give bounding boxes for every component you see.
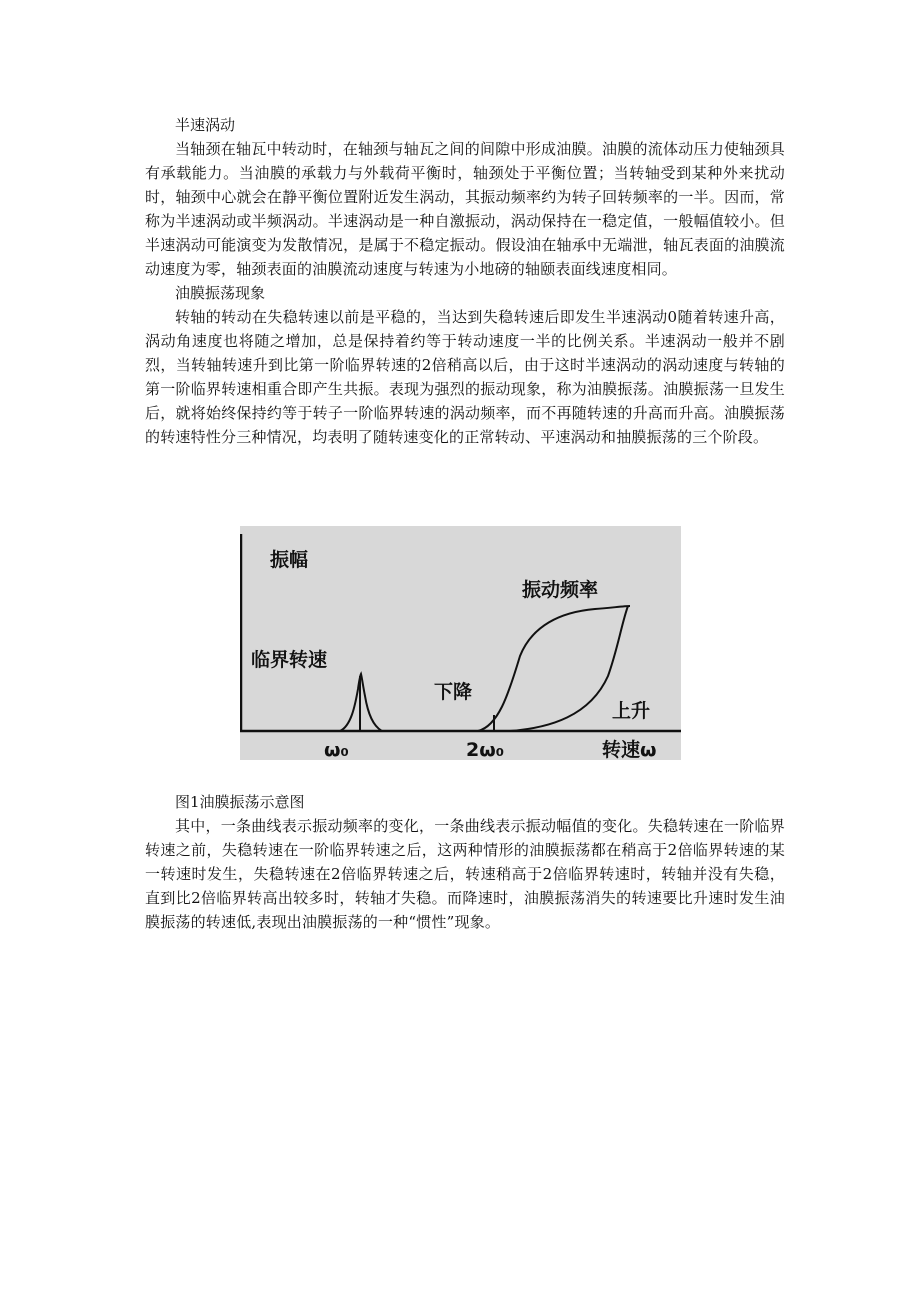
label-descend: 下降 xyxy=(434,681,473,703)
label-amplitude: 振幅 xyxy=(270,549,309,571)
tick-omega-zero: ω₀ xyxy=(324,739,349,760)
label-critical-speed: 临界转速 xyxy=(251,649,328,671)
label-rotation-speed: 转速ω xyxy=(602,739,657,760)
paragraph-explanation: 其中，一条曲线表示振动频率的变化，一条曲线表示振动幅值的变化。失稳转速在一阶临界转速之前，失稳转速在一阶临界转速之后，这两种情形的油膜振荡都在稍高于2倍临界转速的某一转速时发生，失稳转速在2倍临界转速之后，转速稍高于2倍临界转速时，转轴并没有失稳，直到比2倍临界转高出较多时，转轴才失稳。而降速时，油膜振荡消失的转速要比升速时发生油膜振荡的转速低,表现出油膜振荡的一种“惯性”现象。 xyxy=(145,817,785,931)
paragraph-oil-whip: 转轴的转动在失稳转速以前是平稳的，当达到失稳转速后即发生半速涡动0随着转速升高，涡动角速度也将随之增加，总是保持着约等于转动速度一半的比例关系。半速涡动一般并不剧烈，当转轴转速升到比第一阶临界转速的2倍稍高以后，由于这时半速涡动的涡动速度与转轴的第一阶临界转速相重合即产生共振。表现为强烈的振动现象，称为油膜振荡。油膜振荡一旦发生后，就将始终保持约等于转子一阶临界转速的涡动频率，而不再随转速的升高而升高。油膜振荡的转速特性分三种情况，均表明了随转速变化的正常转动、平速涡动和抽膜振荡的三个阶段。 xyxy=(145,308,785,446)
figure-caption: 图1油膜振荡示意图 xyxy=(175,793,305,811)
diagram-svg xyxy=(240,526,681,760)
section-heading-half-speed-whirl: 半速涡动 xyxy=(175,116,236,134)
section-heading-oil-whip: 油膜振荡现象 xyxy=(175,284,266,302)
document-body xyxy=(145,113,785,449)
label-vibration-frequency: 振动频率 xyxy=(522,579,599,601)
document-body-continued xyxy=(145,814,785,934)
label-ascend: 上升 xyxy=(612,700,651,722)
paragraph-half-speed-whirl: 当轴颈在轴瓦中转动时，在轴颈与轴瓦之间的间隙中形成油膜。油膜的流体动压力使轴颈具有承载能力。当油膜的承载力与外载荷平衡时，轴颈处于平衡位置；当转轴受到某种外来扰动时，轴颈中心就会在静平衡位置附近发生涡动，其振动频率约为转子回转频率的一半。因而，常称为半速涡动或半频涡动。半速涡动是一种自激振动，涡动保持在一稳定值，一般幅值较小。但半速涡动可能演变为发散情况，是属于不稳定振动。假设油在轴承中无端泄，轴瓦表面的油膜流动速度为零，轴颈表面的油膜流动速度与转速为小地磅的轴颐表面线速度相同。 xyxy=(145,140,785,278)
oil-whip-diagram xyxy=(240,526,681,760)
tick-two-omega-zero: 2ω₀ xyxy=(466,739,505,760)
